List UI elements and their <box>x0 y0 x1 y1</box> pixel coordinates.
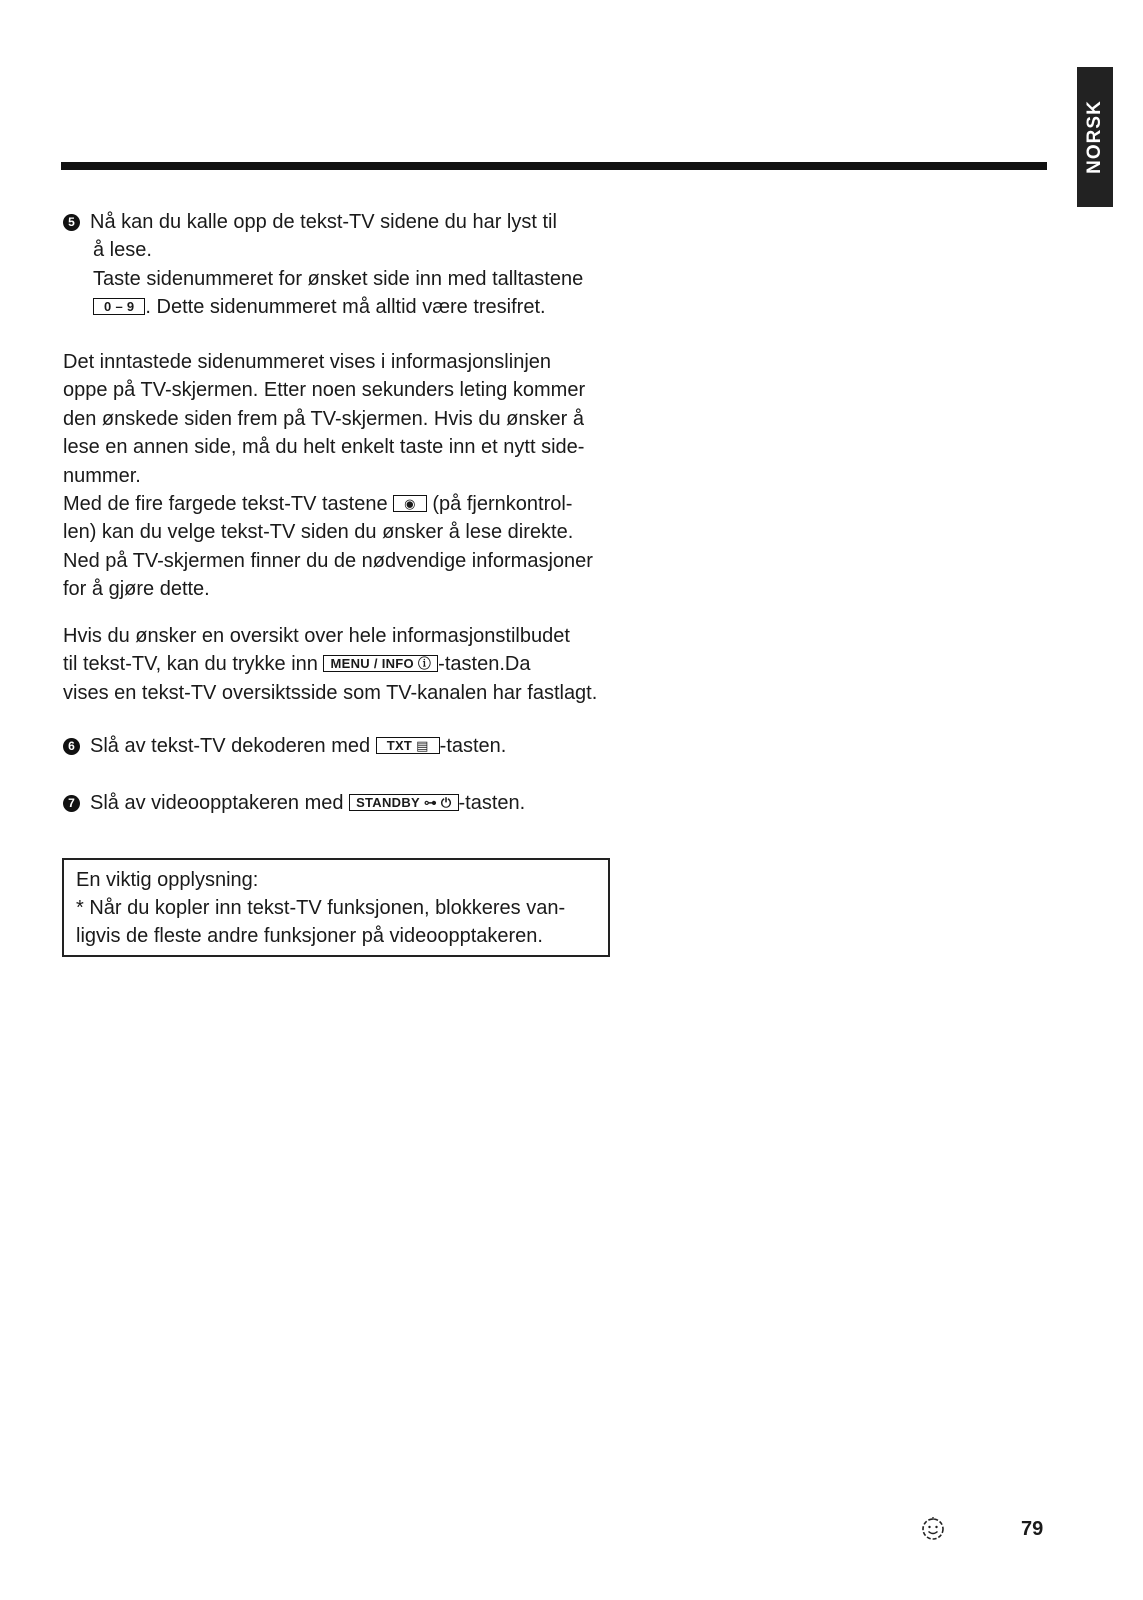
important-note-box: En viktig opplysning: * Når du kopler inn tekst-TV funksjonen, blokkeres van- ligvis de fleste andre funksjoner på videoopptakeren. <box>62 858 610 957</box>
step-6: 6 Slå av tekst-TV dekoderen med TXT ▤ -tasten. <box>63 732 623 760</box>
step-5: 5 Nå kan du kalle opp de tekst-TV sidene du har lyst til å lese. Taste sidenummeret for ønsket side inn med talltastene 0 – 9 . Dette sidenummeret må alltid være tresifret. <box>63 208 623 322</box>
menu-info-key: MENU / INFO ⓘ <box>323 655 438 672</box>
paragraph-page-number: Det inntastede sidenummeret vises i informasjonslinjen oppe på TV-skjermen. Etter noen sekunders leting kommer den ønskede siden frem på TV-skjermen. Hvis du ønsker å lese en annen side, må du helt enkelt taste inn et nytt side- nummer. Med de fire fargede tekst-TV tastene ◉ (på fjernkontrol- len) kan du velge tekst-TV siden du ønsker å lese direkte. Ned på TV-skjermen finner du de nødvendige informasjoner for å gjøre dette. <box>63 351 593 601</box>
step-7: 7 Slå av videoopptakeren med STANDBY ⊶ ⏻ -tasten. <box>63 789 623 817</box>
txt-key: TXT ▤ <box>376 737 440 754</box>
standby-key: STANDBY ⊶ ⏻ <box>349 794 458 811</box>
step-number: 5 <box>63 214 80 231</box>
paragraph-overview: Hvis du ønsker en oversikt over hele informasjonstilbudet til tekst-TV, kan du trykke inn MENU / INFO ⓘ -tasten.Da vises en tekst-TV oversiktsside som TV-kanalen har fastlagt. <box>63 625 598 704</box>
smiley-icon <box>920 1515 946 1541</box>
language-tab: NORSK <box>1077 67 1113 207</box>
header-rule <box>61 162 1047 170</box>
digit-keys: 0 – 9 <box>93 298 145 315</box>
page-number: 79 <box>1021 1518 1044 1540</box>
color-keys: ◉ <box>393 495 427 512</box>
